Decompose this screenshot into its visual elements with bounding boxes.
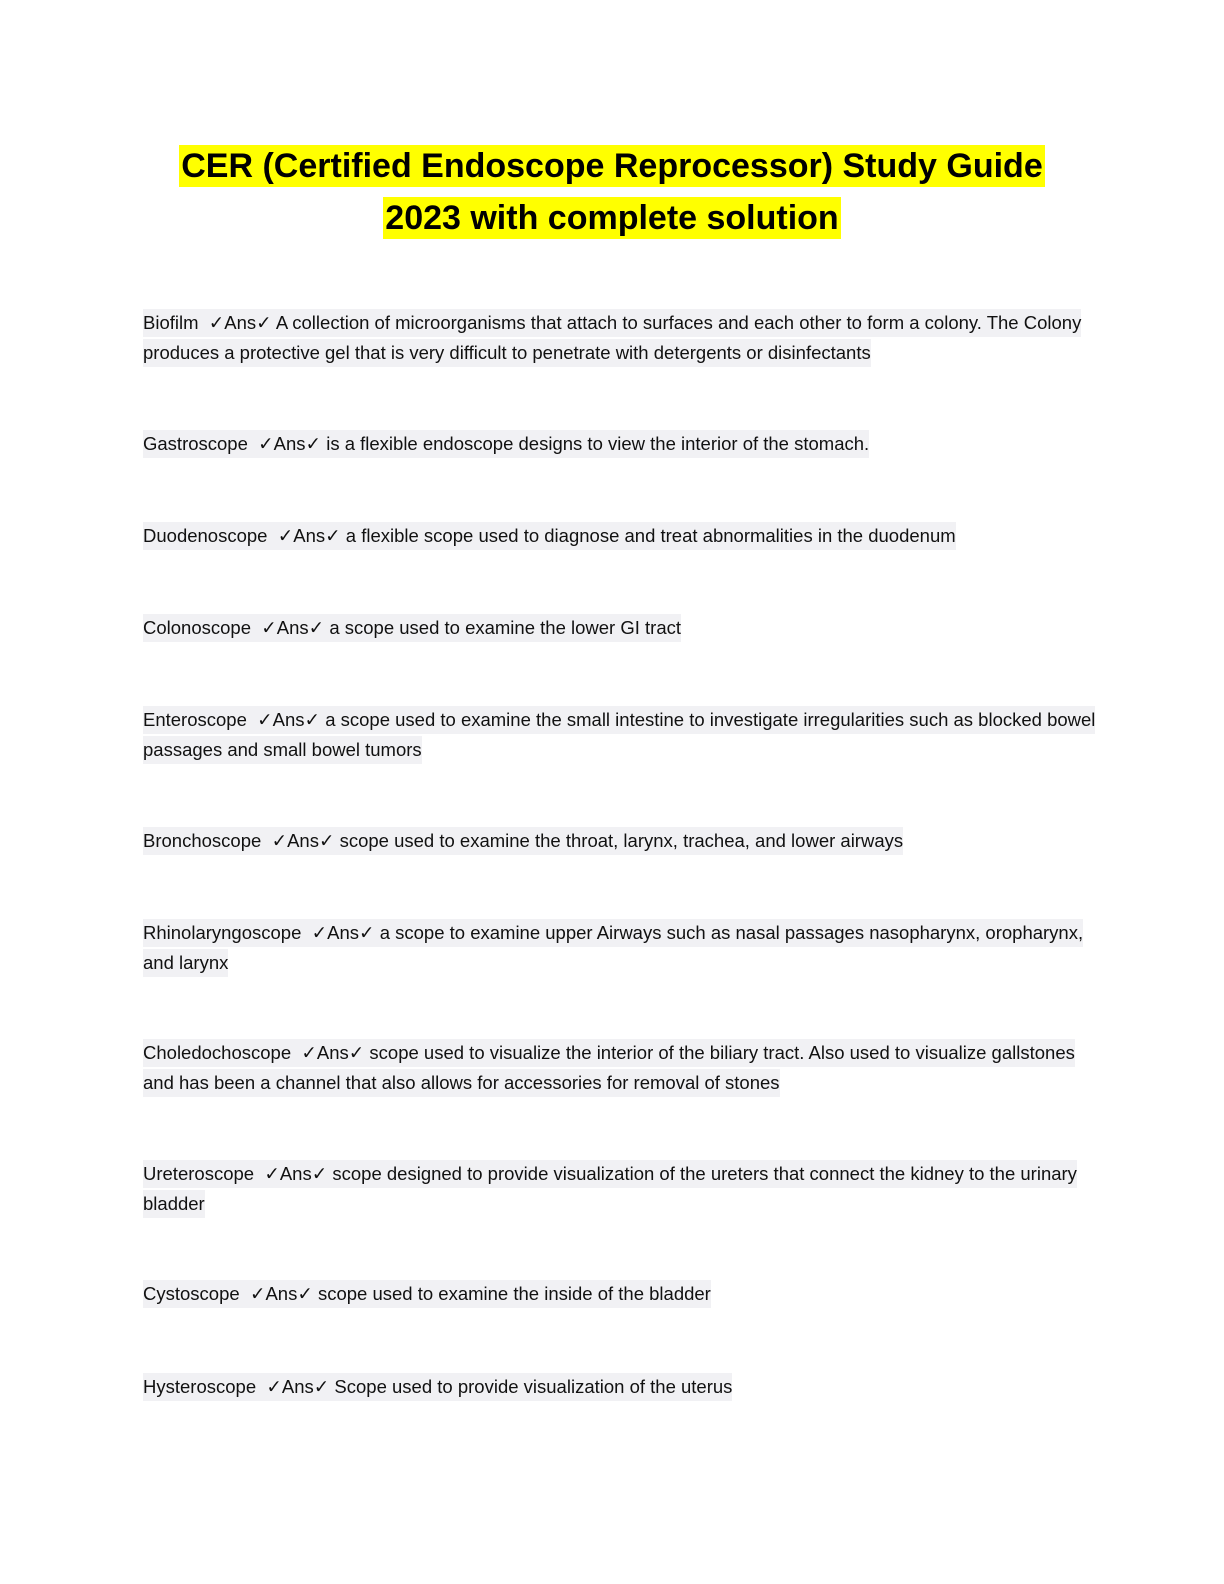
term: Gastroscope bbox=[143, 433, 248, 454]
title-line-2: 2023 with complete solution bbox=[385, 199, 839, 237]
title-line-1: CER (Certified Endoscope Reprocessor) Study Guide bbox=[181, 147, 1043, 185]
term: Choledochoscope bbox=[143, 1042, 292, 1063]
term: Cystoscope bbox=[143, 1283, 240, 1304]
qa-entry-ureteroscope bbox=[143, 1159, 1103, 1218]
term: Biofilm bbox=[143, 312, 199, 333]
answer-text: scope designed to provide visualization of the ureters that connect the kidney to the urinary bladder bbox=[143, 1163, 1077, 1214]
answer-text: scope used to visualize the interior of the biliary tract. Also used to visualize gallstones and has been a channel that also allows for accessories for removal of stones bbox=[143, 1042, 1075, 1093]
answer-separator: ✓Ans✓ bbox=[266, 1376, 330, 1397]
qa-entry-hysteroscope bbox=[143, 1372, 1103, 1402]
answer-text: a scope used to examine the small intestine to investigate irregularities such as blocked bowel passages and small bowel tumors bbox=[143, 709, 1096, 760]
answer-separator: ✓Ans✓ bbox=[257, 709, 321, 730]
qa-entry-rhinolaryngoscope bbox=[143, 918, 1103, 977]
term: Ureteroscope bbox=[143, 1163, 255, 1184]
qa-entry-bronchoscope bbox=[143, 826, 1103, 856]
qa-entry-gastroscope bbox=[143, 429, 1103, 459]
answer-text: a scope to examine upper Airways such as nasal passages nasopharynx, oropharynx, and larynx bbox=[143, 922, 1084, 973]
term: Bronchoscope bbox=[143, 830, 262, 851]
term: Enteroscope bbox=[143, 709, 247, 730]
term: Rhinolaryngoscope bbox=[143, 922, 302, 943]
answer-separator: ✓Ans✓ bbox=[271, 830, 335, 851]
term: Hysteroscope bbox=[143, 1376, 257, 1397]
answer-separator: ✓Ans✓ bbox=[311, 922, 375, 943]
answer-text: Scope used to provide visualization of the uterus bbox=[334, 1376, 733, 1397]
qa-entry-choledochoscope bbox=[143, 1038, 1103, 1097]
qa-entry-enteroscope bbox=[143, 705, 1103, 764]
term: Colonoscope bbox=[143, 617, 251, 638]
document-title bbox=[0, 140, 1224, 244]
answer-separator: ✓Ans✓ bbox=[258, 433, 322, 454]
answer-separator: ✓Ans✓ bbox=[277, 525, 341, 546]
answer-text: a scope used to examine the lower GI tract bbox=[329, 617, 681, 638]
qa-entry-cystoscope bbox=[143, 1279, 1103, 1309]
answer-text: is a flexible endoscope designs to view the interior of the stomach. bbox=[326, 433, 870, 454]
answer-separator: ✓Ans✓ bbox=[301, 1042, 365, 1063]
qa-entry-biofilm bbox=[143, 308, 1103, 367]
answer-separator: ✓Ans✓ bbox=[261, 617, 325, 638]
answer-text: scope used to examine the inside of the bladder bbox=[317, 1283, 711, 1304]
answer-separator: ✓Ans✓ bbox=[264, 1163, 328, 1184]
qa-entry-colonoscope bbox=[143, 613, 1103, 643]
answer-text: scope used to examine the throat, larynx, trachea, and lower airways bbox=[339, 830, 904, 851]
answer-separator: ✓Ans✓ bbox=[208, 312, 272, 333]
qa-entry-duodenoscope bbox=[143, 521, 1103, 551]
answer-text: a flexible scope used to diagnose and treat abnormalities in the duodenum bbox=[345, 525, 956, 546]
term: Duodenoscope bbox=[143, 525, 268, 546]
answer-separator: ✓Ans✓ bbox=[249, 1283, 313, 1304]
answer-text: A collection of microorganisms that attach to surfaces and each other to form a colony. The Colony produces a protective gel that is very difficult to penetrate with detergents or disinfectants bbox=[143, 312, 1082, 363]
